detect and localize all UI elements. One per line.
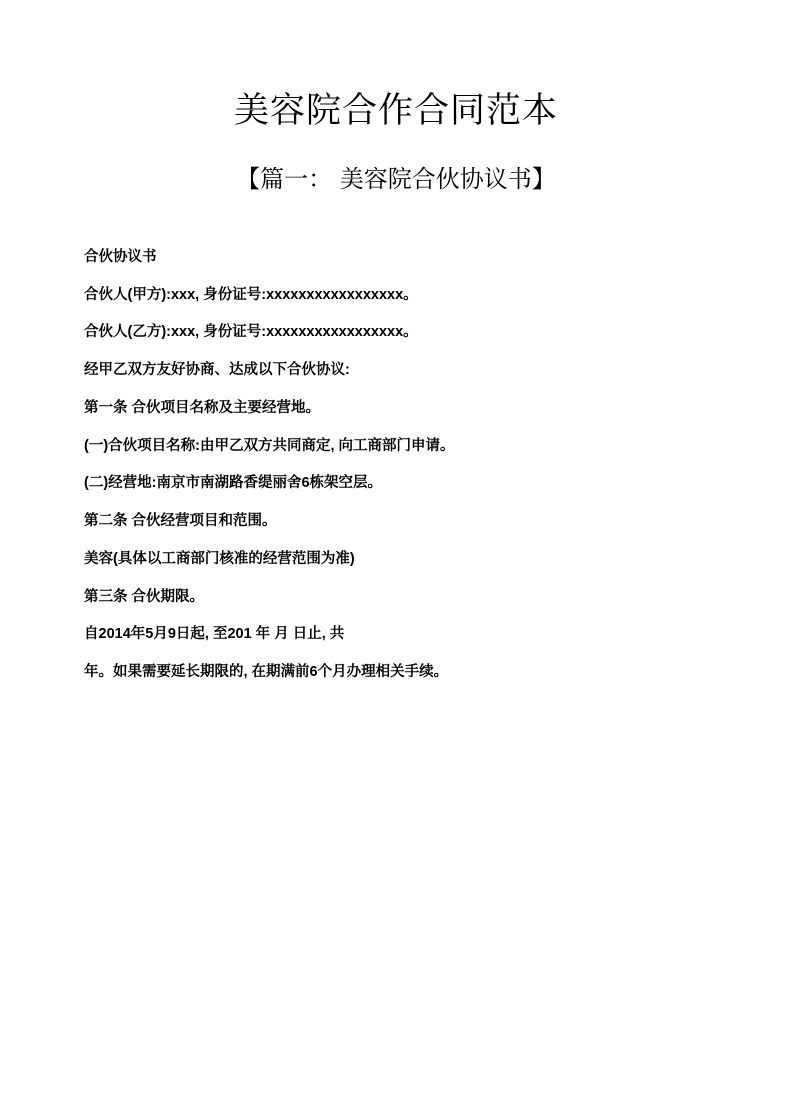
page-title: 美容院合作合同范本: [233, 91, 558, 131]
paragraph: 合伙人(甲方):xxx, 身份证号:xxxxxxxxxxxxxxxxx。: [84, 286, 418, 303]
paragraph: 经甲乙双方友好协商、达成以下合伙协议:: [84, 362, 350, 379]
document-subtitle: 【篇一： 美容院合伙协议书】: [236, 164, 556, 193]
paragraph: (一)合伙项目名称:由甲乙双方共同商定, 向工商部门申请。: [84, 437, 455, 454]
paragraph: 第二条 合伙经营项目和范围。: [84, 513, 277, 530]
paragraph: 年。如果需要延长期限的, 在期满前6个月办理相关手续。: [84, 664, 449, 681]
document-body: [84, 195, 708, 684]
paragraph: 美容(具体以工商部门核准的经营范围为准): [84, 550, 355, 567]
paragraph: 合伙协议书: [84, 248, 157, 265]
paragraph: 第三条 合伙期限。: [84, 588, 205, 605]
paragraph: 自2014年5月9日起, 至201 年 月 日止, 共: [84, 626, 345, 643]
paragraph: 第一条 合伙项目名称及主要经营地。: [84, 399, 321, 416]
paragraph: 合伙人(乙方):xxx, 身份证号:xxxxxxxxxxxxxxxxx。: [84, 324, 418, 341]
paragraph: (二)经营地:南京市南湖路香缇丽舍6栋架空层。: [84, 475, 383, 492]
